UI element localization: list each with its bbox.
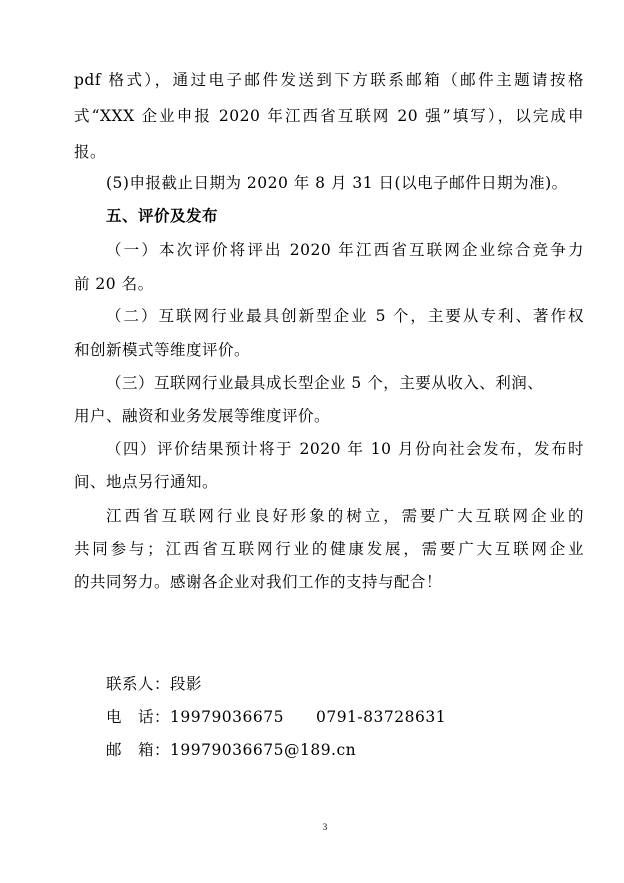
section-heading: 五、评价及发布 — [106, 207, 219, 225]
paragraph-line: 的共同努力。感谢各企业对我们工作的支持与配合！ — [74, 573, 443, 591]
paragraph-line: （一）本次评价将评出 2020 年江西省互联网企业综合竞争力 — [106, 241, 584, 259]
paragraph-line: 间、地点另行通知。 — [74, 473, 219, 491]
paragraph-line: 报。 — [74, 143, 107, 161]
paragraph-line: 共同参与；江西省互联网行业的健康发展，需要广大互联网企业 — [74, 540, 584, 558]
paragraph-line: （四）评价结果预计将于 2020 年 10 月份向社会发布，发布时 — [106, 440, 584, 458]
contact-phone: 电 话：19979036675 0791-83728631 — [106, 708, 447, 726]
contact-person: 联系人：段影 — [106, 675, 203, 693]
paragraph-line: (5)申报截止日期为 2020 年 8 月 31 日(以电子邮件日期为准)。 — [106, 174, 568, 192]
paragraph-line: 式“XXX 企业申报 2020 年江西省互联网 20 强”填写），以完成申 — [74, 107, 584, 125]
paragraph-line: （三）互联网行业最具成长型企业 5 个，主要从收入、利润、 — [106, 374, 544, 392]
paragraph-line: 用户、融资和业务发展等维度评价。 — [74, 407, 331, 425]
paragraph-line: （二）互联网行业最具创新型企业 5 个，主要从专利、著作权 — [106, 307, 584, 325]
contact-email: 邮 箱：19979036675@189.cn — [106, 741, 357, 759]
paragraph-line: 前 20 名。 — [74, 275, 154, 293]
paragraph-line: pdf 格式），通过电子邮件发送到下方联系邮箱（邮件主题请按格 — [74, 71, 584, 89]
paragraph-line: 江西省互联网行业良好形象的树立，需要广大互联网企业的 — [106, 507, 584, 525]
page-number: 3 — [322, 822, 328, 832]
paragraph-line: 和创新模式等维度评价。 — [74, 341, 251, 359]
